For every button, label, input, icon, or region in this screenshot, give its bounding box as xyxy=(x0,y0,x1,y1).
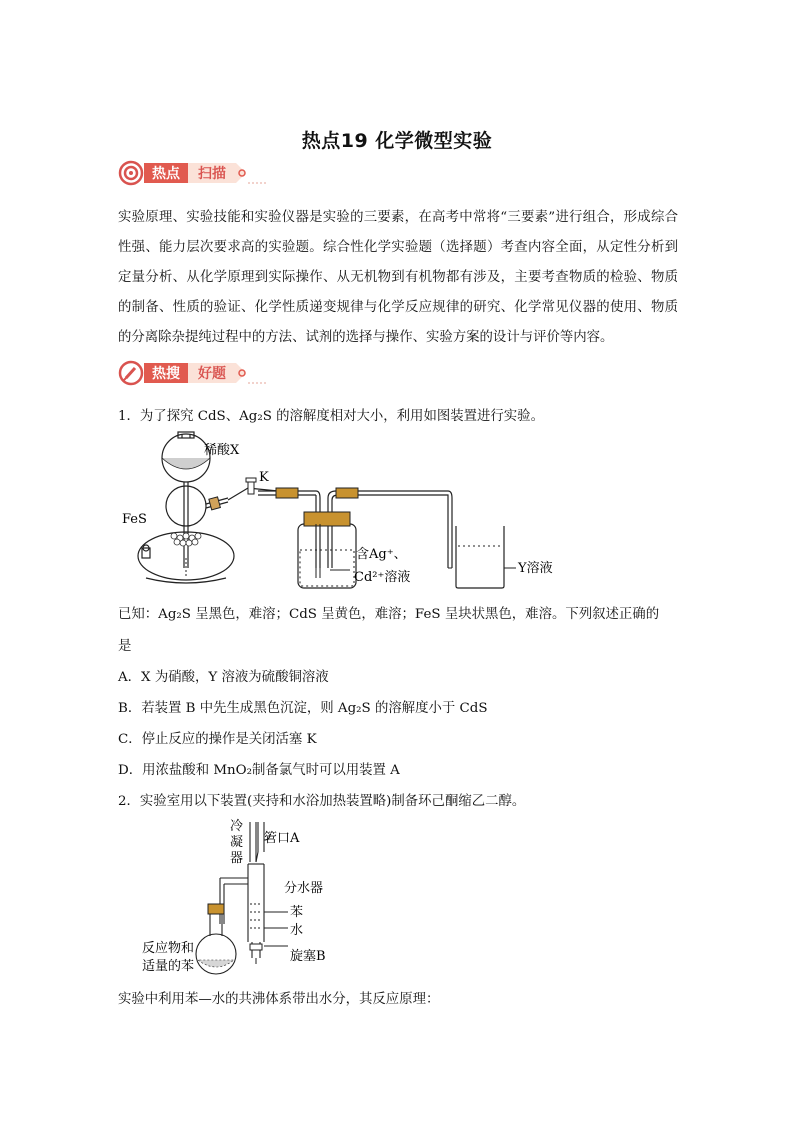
question-1-known-cont: 是 xyxy=(118,639,132,654)
label-port-a: 管口A xyxy=(264,831,300,846)
question-2-apparatus-figure xyxy=(138,812,368,977)
label-reactants-1: 反应物和 xyxy=(142,941,195,956)
question-1-stem: 1．为了探究 CdS、Ag₂S 的溶解度相对大小，利用如图装置进行实验。 xyxy=(118,409,544,424)
target-icon xyxy=(120,162,142,184)
label-condenser-1: 冷 xyxy=(230,819,244,834)
label-stopcock-b: 旋塞B xyxy=(290,949,326,964)
question-2-stem: 2．实验室用以下装置(夹持和水浴加热装置略)制备环己酮缩乙二醇。 xyxy=(118,794,526,809)
label-water: 水 xyxy=(290,923,304,938)
question-1-option-d: D．用浓盐酸和 MnO₂制备氯气时可以用装置 A xyxy=(118,763,400,778)
question-2-principle: 实验中利用苯—水的共沸体系带出水分，其反应原理： xyxy=(118,992,440,1007)
label-condenser-3: 器 xyxy=(230,851,244,866)
question-1-option-b: B．若装置 B 中先生成黑色沉淀，则 Ag₂S 的溶解度小于 CdS xyxy=(118,701,488,716)
label-k: K xyxy=(259,470,269,485)
label-benzene: 苯 xyxy=(290,905,304,920)
banner2-label-b: 好题 xyxy=(198,366,226,382)
section-banner-hot-search xyxy=(118,360,268,386)
label-y-solution: Y溶液 xyxy=(518,561,553,576)
label-reactants-2: 适量的苯 xyxy=(142,959,195,974)
question-1-known: 已知：Ag₂S 呈黑色，难溶；CdS 呈黄色，难溶；FeS 呈块状黑色，难溶。下列叙述正确的 xyxy=(118,607,660,622)
label-ag-solution: 含Ag⁺、 xyxy=(356,547,407,562)
pencil-icon xyxy=(120,362,142,384)
label-fes: FeS xyxy=(122,512,147,527)
label-cd-solution: Cd²⁺溶液 xyxy=(354,570,411,585)
section-banner-hot-scan xyxy=(118,160,268,186)
label-condenser-2: 凝 xyxy=(230,835,244,850)
intro-paragraph: 实验原理、实验技能和实验仪器是实验的三要素，在高考中常将“三要素”进行组合，形成综合性强、能力层次要求高的实验题。综合性化学实验题（选择题）考查内容全面，从定性分析到定量分析、从化学原理到实际操作、从无机物到有机物都有涉及，主要考查物质的检验、物质的制备、性质的验证、化学性质递变规律与化学反应规律的研究、化学常见仪器的使用、物质的分离除杂提纯过程中的方法、试剂的选择与操作、实验方案的设计与评价等内容。 xyxy=(118,210,678,345)
banner2-label-a: 热搜 xyxy=(152,366,180,382)
question-1-option-a: A．X 为硝酸，Y 溶液为硫酸铜溶液 xyxy=(118,670,329,685)
banner1-label-b: 扫描 xyxy=(198,166,226,182)
banner1-label-a: 热点 xyxy=(152,166,180,182)
label-separator: 分水器 xyxy=(284,881,324,896)
label-dilute-acid: 稀酸X xyxy=(204,443,240,458)
page-title: 热点19 化学微型实验 xyxy=(301,130,493,152)
question-1-apparatus-figure xyxy=(118,428,578,600)
question-1-option-c: C．停止反应的操作是关闭活塞 K xyxy=(118,732,317,747)
